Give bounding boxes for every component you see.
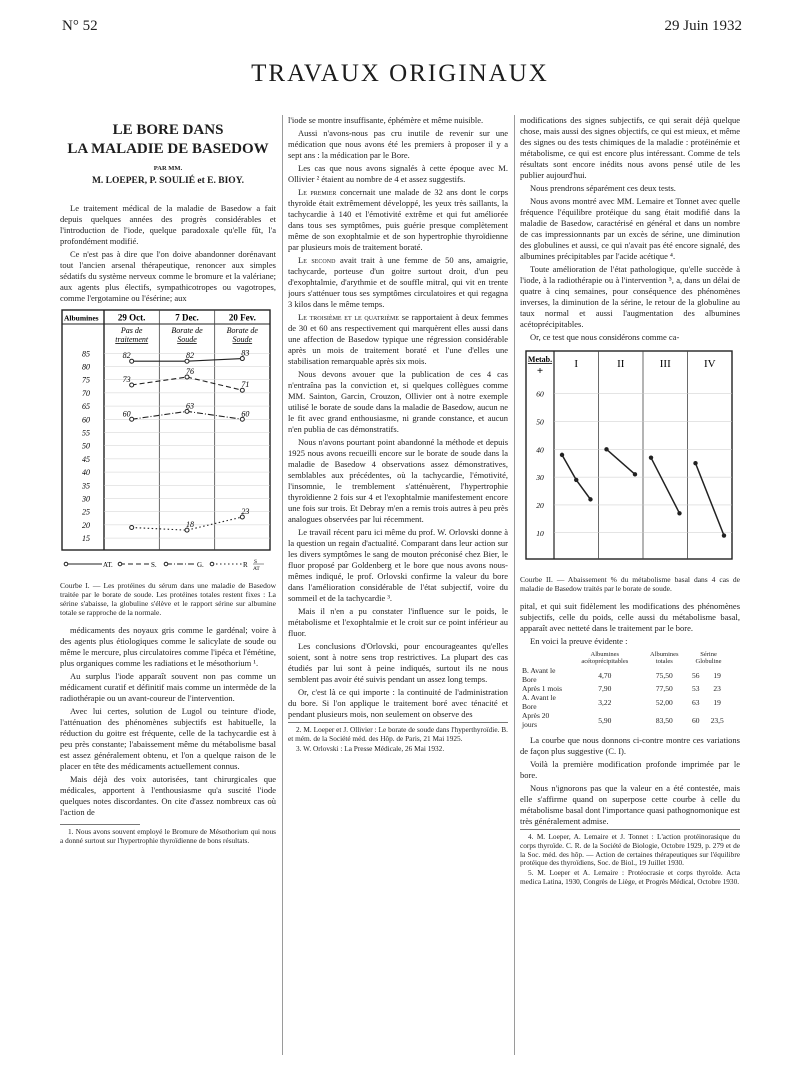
paragraph: Nous prendrons séparément ces deux tests. bbox=[530, 183, 676, 193]
y-axis-label: Metab. bbox=[527, 355, 553, 364]
table-cell: 23 bbox=[713, 684, 721, 693]
article-title bbox=[60, 121, 276, 159]
y-tick-label: 70 bbox=[82, 388, 90, 398]
legend-marker bbox=[210, 562, 214, 566]
y-tick-label: 45 bbox=[82, 454, 90, 464]
y-tick-label: 50 bbox=[536, 417, 544, 427]
y-tick-label: 60 bbox=[82, 415, 90, 425]
category-note: Soude bbox=[232, 335, 253, 344]
article-title-line-1: LE BORE DANS bbox=[112, 122, 224, 138]
data-label: 76 bbox=[186, 367, 194, 377]
data-label: 60 bbox=[122, 409, 131, 419]
footnotes bbox=[520, 829, 740, 887]
data-label: 71 bbox=[241, 380, 250, 390]
y-axis-sign: + bbox=[536, 365, 544, 377]
data-label: 23 bbox=[241, 506, 250, 516]
paragraph: Le traitement médical de la maladie de Basedow a fait depuis quelques années des progrès considérables et l'introduction de l'iode, quelque paradoxale qu'elle fût, l'a profondément modifié. bbox=[60, 203, 276, 246]
data-label: 63 bbox=[186, 401, 194, 411]
data-label: 83 bbox=[241, 348, 250, 358]
category-label: 29 Oct. bbox=[117, 312, 146, 323]
table-cell: 4,70 bbox=[598, 670, 612, 680]
figure-caption-2: Courbe II. — Abaissement % du métabolisme basal dans 4 cas de maladie de Basedow traités par le borate de soude. bbox=[520, 575, 740, 593]
table-cell: 60 bbox=[691, 715, 700, 725]
series-line-iv bbox=[696, 463, 724, 535]
data-point bbox=[588, 497, 592, 501]
category-note: Pas de bbox=[120, 326, 143, 335]
category-note: Soude bbox=[177, 335, 197, 344]
paragraph: Mais déjà des voix autorisées, tant chirurgicales que médicales, apportent à l'enthousiasme qu'a suscité l'iode quelques notes discordantes. On cite d'assez nombreux cas où l'action de bbox=[60, 774, 276, 817]
table-cell: 53 bbox=[691, 684, 700, 693]
table-header: Albumines acétoprécipitables bbox=[581, 651, 629, 665]
table-cell: B. Avant le Bore bbox=[522, 666, 556, 684]
y-tick-label: 85 bbox=[82, 349, 90, 359]
data-point bbox=[574, 478, 578, 482]
data-point bbox=[722, 533, 726, 537]
legend-label: R bbox=[243, 561, 248, 569]
paragraph: Toute amélioration de l'état pathologique, qu'elle succède à l'iode, à la radiothérapie ou à l'intervention ⁵, a, dans un délai de quatre à cinq semaines, pour conséquence des phénomènes inverses, la diminution de la sérine, le retour de la globuline au taux normal et aussi l'augmentation des albumines acétoprécipitables. bbox=[520, 264, 740, 329]
paragraph: modifications des signes subjectifs, ce qui serait déjà quelque chose, mais aussi des signes objectifs, ce qui est mieux, et même des signes ou des tests chimiques de la maladie : protéinémie et métabolisme, ce qui est encore plus intéressant. Comme de tels résultats sont encore inédits nous avons pensé utile de les publier aujourd'hui. bbox=[520, 115, 740, 180]
table-cell: 63 bbox=[691, 697, 700, 707]
table-cell: 83,50 bbox=[655, 715, 673, 725]
category-label: II bbox=[617, 358, 625, 370]
data-label: 60 bbox=[241, 409, 250, 419]
paragraph: Aussi n'avons-nous pas cru inutile de revenir sur une médication que nous avons été les premiers à proposer il y a sept ans : la médication par le Bore. bbox=[288, 128, 508, 160]
table-row bbox=[520, 684, 730, 693]
case-paragraph-2 bbox=[288, 255, 508, 310]
y-tick-label: 25 bbox=[82, 507, 90, 517]
table-cell: Après 1 mois bbox=[522, 684, 562, 693]
legend-fraction-top: S bbox=[254, 559, 258, 565]
category-label: IV bbox=[703, 358, 716, 370]
column-3 bbox=[520, 115, 740, 1072]
y-tick-label: 20 bbox=[82, 520, 90, 530]
table-cell: 77,50 bbox=[655, 684, 673, 693]
table-row bbox=[520, 693, 730, 711]
paragraph: pital, et qui suit fidèlement les modifications des phénomènes subjectifs, celle du poids, celle aussi du métabolisme basal, apparaît avec netteté dans le traitement par le bore. bbox=[520, 601, 740, 633]
case-lead: Le premier bbox=[298, 187, 337, 197]
y-tick-label: 10 bbox=[536, 528, 544, 538]
table-row bbox=[520, 666, 730, 684]
y-tick-label: 30 bbox=[536, 473, 544, 483]
case-lead: Le troisième et le quatrième bbox=[298, 312, 400, 322]
table-cell: 3,22 bbox=[598, 697, 612, 707]
paragraph: Or, ce test que nous considérons comme ca- bbox=[530, 332, 680, 342]
paragraph: Le travail récent paru ici même du prof. W. Orlovski donne à la question un regain d'actualité. Comparant dans leur action sur les divers symptômes le sang de mouton préconisé chez Bier, le fluor proposé par Goldenberg et le bore que nous avons nous-mêmes indiqué, le prof. Orlovski confirme la valeur du bore dans l'amélioration considérable de l'état subjectif, voire du sommeil et de la tachycardie ³. bbox=[288, 527, 508, 603]
y-tick-label: 65 bbox=[82, 402, 90, 412]
legend-marker bbox=[118, 562, 122, 566]
article-title-line-2: LA MALADIE DE BASEDOW bbox=[67, 141, 269, 157]
table-cell: 5,90 bbox=[598, 715, 612, 725]
case-paragraph-3 bbox=[288, 312, 508, 367]
y-axis-label: Albumines bbox=[64, 313, 99, 323]
paragraph: Nous devons avouer que la publication de ces 4 cas n'entraîna pas la conviction et, si quelques collègues comme MM. Sainton, Garcin, Crouzon, Ollivier ont à notre exemple utilisé le borate de soude dans la maladie de Basedow, aucun ne le fit avec grand enthousiasme, ni grande constance, et aucun n'en publia de cas démonstratifs. bbox=[288, 369, 508, 434]
category-label: 20 Fev. bbox=[228, 312, 256, 323]
byline-par: PAR MM. bbox=[153, 165, 183, 172]
data-point bbox=[649, 455, 653, 459]
case-lead: Le second bbox=[298, 255, 336, 265]
table-cell: 75,50 bbox=[655, 670, 673, 680]
paragraph: l'iode se montre insuffisante, éphémère et même nuisible. bbox=[288, 115, 484, 125]
table-cell: 23,5 bbox=[710, 715, 724, 725]
paragraph: médicaments des noyaux gris comme le gardénal; voire à des agents plus étiologiques comme le salicylate de soude ou même le mercure, plus circulatoires comme l'ipéca et l'émétine, plus organiques comme les radiations et le mésothorium ¹. bbox=[60, 625, 276, 668]
paragraph: Nous n'ignorons pas que la valeur en a été contestée, mais elle s'affirme quand on superpose cette courbe à celle du métabolisme basal dont l'importance quasi pathognomonique est très généralement admise. bbox=[520, 783, 740, 826]
chart-frame bbox=[62, 310, 270, 550]
case-text: concernait une malade de 32 ans dont le corps thyroïde était extrêmement développé, les yeux très saillants, la tachycardie à 140 et l'émotivité extrême et qui fut améliorée dans tous ses symptômes, puis guérie presque complètement même de son exophtalmie et de son hypertrophie thyroïdienne par plusieurs mois de traitement boraté. bbox=[288, 187, 508, 252]
chart-courbe-2 bbox=[520, 345, 740, 570]
series-line-ii bbox=[607, 449, 635, 474]
data-point bbox=[633, 472, 637, 476]
data-point bbox=[560, 453, 564, 457]
table-header-blank bbox=[520, 650, 568, 666]
category-note: Borate de bbox=[171, 326, 203, 335]
y-tick-label: 30 bbox=[82, 494, 90, 504]
data-point bbox=[693, 461, 697, 465]
protein-table bbox=[520, 650, 730, 729]
data-label: 73 bbox=[122, 374, 131, 384]
footnote-1: 1. Nous avons souvent employé le Bromure de Mésothorium qui nous a donné surtout sur l'hypertrophie thyroïdienne de bons résultats. bbox=[60, 827, 276, 845]
category-label: 7 Dec. bbox=[175, 312, 199, 323]
case-text: avait trait à une femme de 50 ans, amaigrie, tachycarde, porteuse d'un goitre surtout droit, d'un peu d'exophtalmie, d'arythmie et de souffle mitral, qui vit en trente jours s'atténuer tous ses symptômes circulatoires et qui regagna 3 kilos dans le même temps. bbox=[288, 255, 508, 309]
y-tick-label: 20 bbox=[536, 500, 544, 510]
data-point bbox=[677, 511, 681, 515]
footnote-rule bbox=[60, 824, 140, 825]
legend-label: AT. bbox=[103, 561, 113, 569]
chart-courbe-1 bbox=[60, 306, 276, 576]
table-cell: 7,90 bbox=[598, 684, 612, 693]
footnote-2: 2. M. Loeper et J. Ollivier : Le borate de soude dans l'hyperthyroïdie. B. et mém. de la Société méd. des Hôp. de Paris, 21 Mai 1925. bbox=[288, 725, 508, 743]
table-row bbox=[520, 711, 730, 729]
paragraph: Nous avons montré avec MM. Lemaire et Tonnet avec quelle fréquence l'équilibre protéique du sang était modifié dans la maladie de Basedow, caractérisé en général et dans un nombre de cas impressionnants par un excès de sérine, une diminution des globulines et aussi, ce qui n'avait pas été encore signalé, des albumines précipitables par l'acide acétique ⁴. bbox=[520, 196, 740, 261]
y-tick-label: 50 bbox=[82, 441, 90, 451]
issue-date: 29 Juin 1932 bbox=[664, 18, 742, 34]
y-tick-label: 40 bbox=[536, 445, 544, 455]
footnote-3: 3. W. Orlovski : La Presse Médicale, 26 Mai 1932. bbox=[296, 743, 445, 753]
article-authors: M. LOEPER, P. SOULIÉ et E. BIOY. bbox=[91, 176, 245, 186]
y-tick-label: 15 bbox=[82, 534, 90, 544]
category-label: I bbox=[574, 358, 579, 370]
figure-caption-1: Courbe I. — Les protéines du sérum dans une maladie de Basedow traitée par le borate de soude. Les protéines totales restent fixes : La sérine s'abaisse, la globuline s'élève et le rapport sérine sur albumine totale se rapproche de la normale. bbox=[60, 581, 276, 617]
footnote-5: 5. M. Loeper et A. Lemaire : Protéocrasie et corps thyroïde. Acta medica Latina, 1930, Congrès de Liège, et Progrès Médical, Octobre 1930. bbox=[520, 868, 740, 886]
table-header: Albumines totales bbox=[650, 651, 679, 665]
y-tick-label: 35 bbox=[82, 481, 90, 491]
table-header: Sérine Globuline bbox=[695, 651, 722, 665]
footnotes bbox=[288, 722, 508, 753]
column-rule-2 bbox=[514, 115, 515, 1055]
column-2 bbox=[288, 115, 508, 1072]
table-cell: 19 bbox=[713, 670, 721, 680]
footnote-4: 4. M. Loeper, A. Lemaire et J. Tonnet : L'action protéinorasique du corps thyroïde. C. R. de la Société de Biologie, Octobre 1929, p. 279 et de la Soc. méd. des hôp. — Action de certaines thérapeutiques sur l'équilibre protéique des thyroïdiens, Soc. de Biol., 19 Juillet 1930. bbox=[520, 832, 740, 868]
category-label: III bbox=[659, 358, 671, 370]
paragraph: La courbe que nous donnons ci-contre montre ces variations de façon plus suggestive (C. I). bbox=[520, 735, 740, 756]
section-title: TRAVAUX ORIGINAUX bbox=[251, 60, 549, 87]
paragraph: Ce n'est pas à dire que l'on doive abandonner dorénavant tout l'ancien arsenal thérapeutique, renoncer aux simples sédatifs du système nerveux comme le bromure et la valériane; aux agents plus électifs, sympathicotropes ou vagotropes, comme l'ergotamine ou l'ésérine; aux bbox=[60, 249, 276, 303]
paragraph: Les cas que nous avons signalés à cette époque avec M. Ollivier ² étaient au nombre de 4 et assez suggestifs. bbox=[288, 163, 508, 184]
category-note: Borate de bbox=[226, 326, 258, 335]
table-cell: 56 bbox=[691, 670, 700, 680]
legend-label: G. bbox=[197, 561, 204, 569]
paragraph: Au surplus l'iode apparaît souvent non pas comme un médicament curatif et définitif mais comme un intermède de la radiothérapie ou un avant-coureur de l'intervention. bbox=[60, 671, 276, 703]
paragraph: Nous n'avons pourtant point abandonné la méthode et depuis 1925 nous avons recueilli encore sur le borate de soude dans la maladie de Basedow 4 observations assez démonstratives, semblables aux précédentes, où la tachycardie, l'émotivité, l'insomnie, le tremblement s'atténuèrent, l'hypertrophie thyroïdienne 2 fois sur 4 et l'exophtalmie manifestement encore une fois sur trois. Et Debray m'en a remis trois autres à peu près analogues observées par lui récemment. bbox=[288, 437, 508, 524]
legend-fraction-bottom: AT bbox=[253, 566, 260, 572]
chart-frame bbox=[526, 351, 732, 559]
table-cell: Après 20 jours bbox=[522, 711, 550, 729]
y-tick-label: 75 bbox=[82, 375, 90, 385]
paragraph: Voilà la première modification profonde imprimée par le bore. bbox=[520, 759, 740, 780]
column-1 bbox=[60, 115, 276, 1072]
page-number: N° 52 bbox=[62, 18, 98, 34]
case-paragraph-1 bbox=[288, 187, 508, 253]
table-cell: 52,00 bbox=[655, 697, 673, 707]
data-label: 82 bbox=[186, 351, 194, 361]
case-text: se rapportaient à deux femmes de 30 et 60 ans respectivement qui marquèrent elles aussi dans une affection de Basedow typique une régression considérable après un mois de traitement boraté et l'une d'elles une stabilisation remarquable après six mois. bbox=[288, 312, 508, 366]
y-tick-label: 55 bbox=[82, 428, 90, 438]
paragraph: Avec lui certes, solution de Lugol ou teinture d'iode, l'atténuation des phénomènes subjectifs est habituelle, la réduction du goitre est fréquente, celle de la tachycardie est à peu près constante; l'abaissement même du métabolisme basal est assez généralement obtenu, et l'on a quelque raison de le placer en tête des médicaments actuellement connus. bbox=[60, 706, 276, 771]
paragraph: Mais il n'en a pu constater l'influence sur le poids, le métabolisme et l'exophtalmie et le croit sur ce point inférieur au fluor. bbox=[288, 606, 508, 638]
data-label: 18 bbox=[186, 520, 194, 530]
legend-marker bbox=[64, 562, 68, 566]
category-note: traitement bbox=[115, 335, 149, 344]
y-tick-label: 80 bbox=[82, 362, 90, 372]
legend-label: S. bbox=[151, 561, 157, 569]
paragraph: En voici la preuve évidente : bbox=[530, 636, 628, 646]
paragraph: Les conclusions d'Orlovski, pour encourageantes qu'elles soient, sont à notre sens trop restrictives. La plupart des cas étudiés par lui sont à peine indiqués, surtout ils ne nous semblent pas avoir été suivis pendant un assez long temps. bbox=[288, 641, 508, 684]
data-point bbox=[604, 447, 608, 451]
legend-marker bbox=[164, 562, 168, 566]
data-point bbox=[130, 526, 134, 530]
y-tick-label: 60 bbox=[536, 389, 544, 399]
y-tick-label: 40 bbox=[82, 468, 90, 478]
table-cell: 19 bbox=[713, 697, 721, 707]
paragraph: Or, c'est là ce qui importe : la continuité de l'administration du bore. Si l'on applique le traitement boré avec ténacité et pendant plusieurs mois, non seulement on observe des bbox=[288, 687, 508, 719]
column-rule-1 bbox=[282, 115, 283, 1055]
table-header-row bbox=[520, 650, 730, 666]
table-cell: A. Avant le Bore bbox=[522, 693, 556, 711]
data-label: 82 bbox=[122, 351, 131, 361]
